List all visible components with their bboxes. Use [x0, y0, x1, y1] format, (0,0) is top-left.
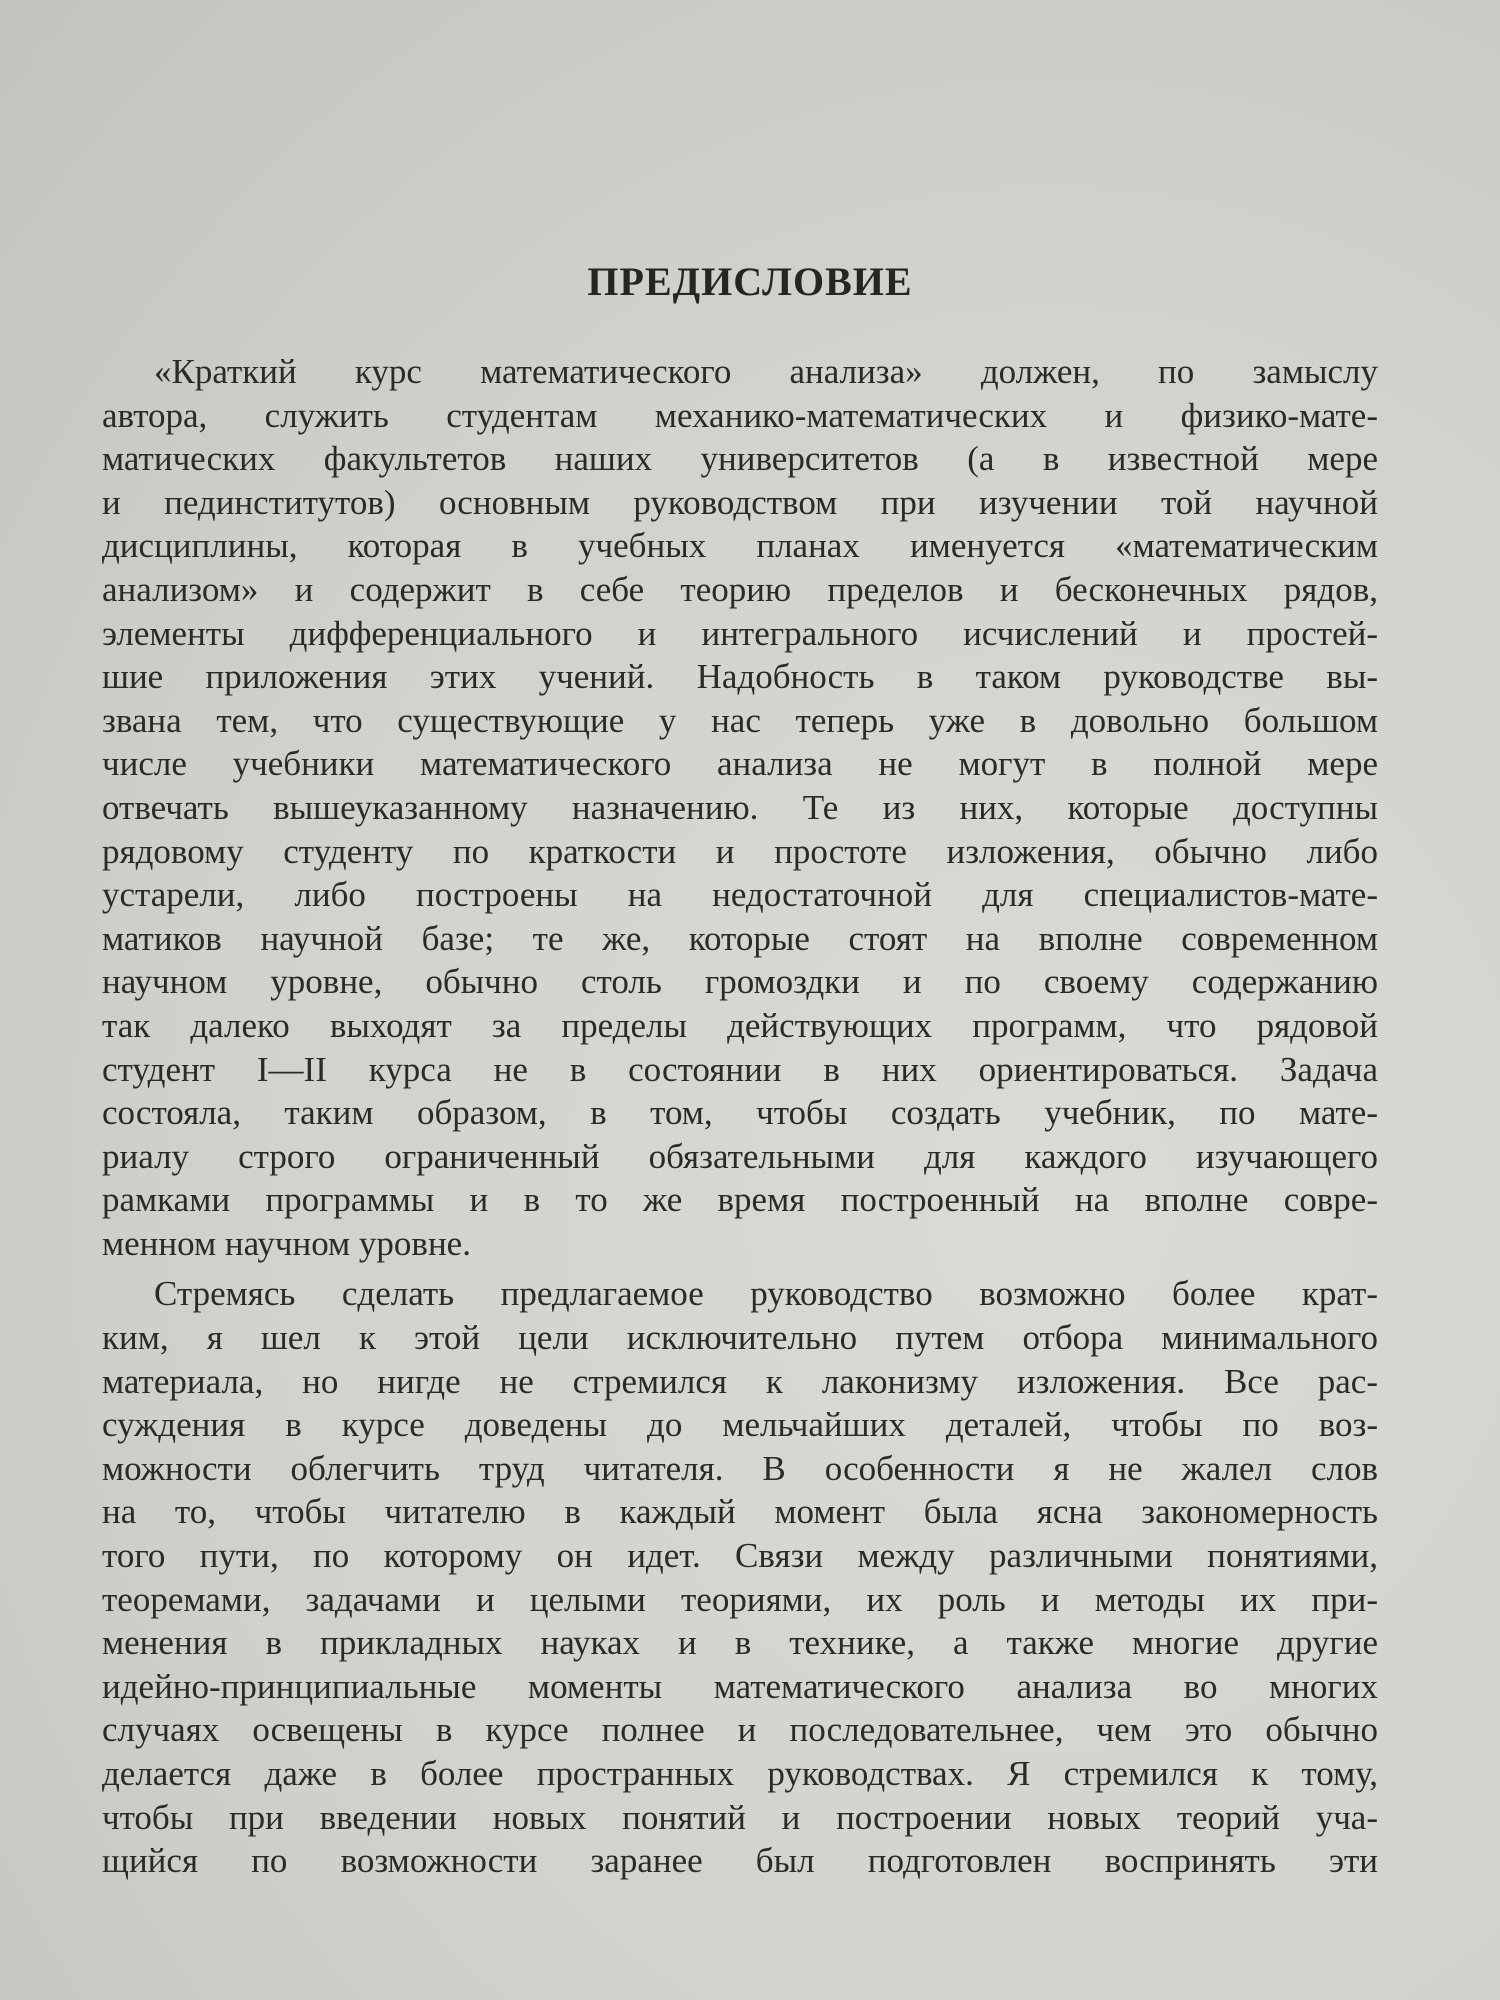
- text-line: «Краткий курс математического анализа» должен, по замыслу: [154, 352, 1378, 391]
- text-line: звана тем, что существующие у нас теперь уже в довольно большом: [102, 700, 1378, 740]
- text-line: материала, но нигде не стремился к лаконизму изложения. Все рас-: [102, 1361, 1378, 1401]
- text-line: матических факультетов наших университетов (а в известной мере: [102, 439, 1378, 479]
- paragraph: [102, 1272, 1378, 1882]
- text-line: теоремами, задачами и целыми теориями, их роль и методы их при-: [102, 1579, 1378, 1619]
- text-line: суждения в курсе доведены до мельчайших деталей, чтобы по воз-: [102, 1405, 1378, 1445]
- text-line: отвечать вышеуказанному назначению. Те из них, которые доступны: [102, 787, 1378, 827]
- text-line: чтобы при введении новых понятий и построении новых теорий уча-: [102, 1797, 1378, 1837]
- text-line: рамками программы и в то же время построенный на вполне совре-: [102, 1180, 1378, 1220]
- text-line: анализом» и содержит в себе теорию пределов и бесконечных рядов,: [102, 569, 1378, 609]
- text-line: студент I—II курса не в состоянии в них ориентироваться. Задача: [102, 1049, 1378, 1089]
- text-line: так далеко выходят за пределы действующих программ, что рядовой: [102, 1005, 1378, 1045]
- text-line: ким, я шел к этой цели исключительно путем отбора минимального: [102, 1318, 1378, 1358]
- text-line: можности облегчить труд читателя. В особенности я не жалел слов: [102, 1448, 1378, 1488]
- text-line: автора, служить студентам механико-математических и физико-мате-: [102, 395, 1378, 435]
- text-line: делается даже в более пространных руководствах. Я стремился к тому,: [102, 1754, 1378, 1793]
- text-line: менном научном уровне.: [102, 1223, 471, 1263]
- text-line: того пути, по которому он идет. Связи между различными понятиями,: [102, 1536, 1378, 1576]
- text-line: щийся по возможности заранее был подготовлен воспринять эти: [102, 1841, 1378, 1881]
- text-line: идейно-принципиальные моменты математического анализа во многих: [102, 1666, 1378, 1706]
- text-line: дисциплины, которая в учебных планах именуется «математическим: [102, 526, 1378, 566]
- text-line: рядовому студенту по краткости и простоте изложения, обычно либо: [102, 831, 1378, 871]
- text-line: случаях освещены в курсе полнее и последовательнее, чем это обычно: [102, 1710, 1378, 1750]
- text-line: состояла, таким образом, в том, чтобы создать учебник, по мате-: [102, 1093, 1378, 1133]
- text-line: матиков научной базе; те же, которые стоят на вполне современном: [102, 918, 1378, 958]
- text-line: научном уровне, обычно столь громоздки и по своему содержанию: [102, 962, 1378, 1002]
- body-text: [102, 350, 1378, 1890]
- text-line: устарели, либо построены на недостаточной для специалистов-мате-: [102, 875, 1378, 915]
- text-line: и пединститутов) основным руководством при изучении той научной: [102, 482, 1378, 522]
- text-line: риалу строго ограниченный обязательными для каждого изучающего: [102, 1136, 1378, 1176]
- text-line: шие приложения этих учений. Надобность в таком руководстве вы-: [102, 657, 1378, 697]
- text-line: на то, чтобы читателю в каждый момент была ясна закономерность: [102, 1492, 1378, 1532]
- text-line: Стремясь сделать предлагаемое руководство возможно более крат-: [154, 1274, 1378, 1314]
- paragraph: [102, 350, 1378, 1265]
- text-line: числе учебники математического анализа не могут в полной мере: [102, 744, 1378, 784]
- page-title: ПРЕДИСЛОВИЕ: [587, 259, 913, 304]
- text-line: менения в прикладных науках и в технике, а также многие другие: [102, 1623, 1378, 1663]
- text-line: элементы дифференциального и интегрального исчислений и простей-: [102, 613, 1378, 653]
